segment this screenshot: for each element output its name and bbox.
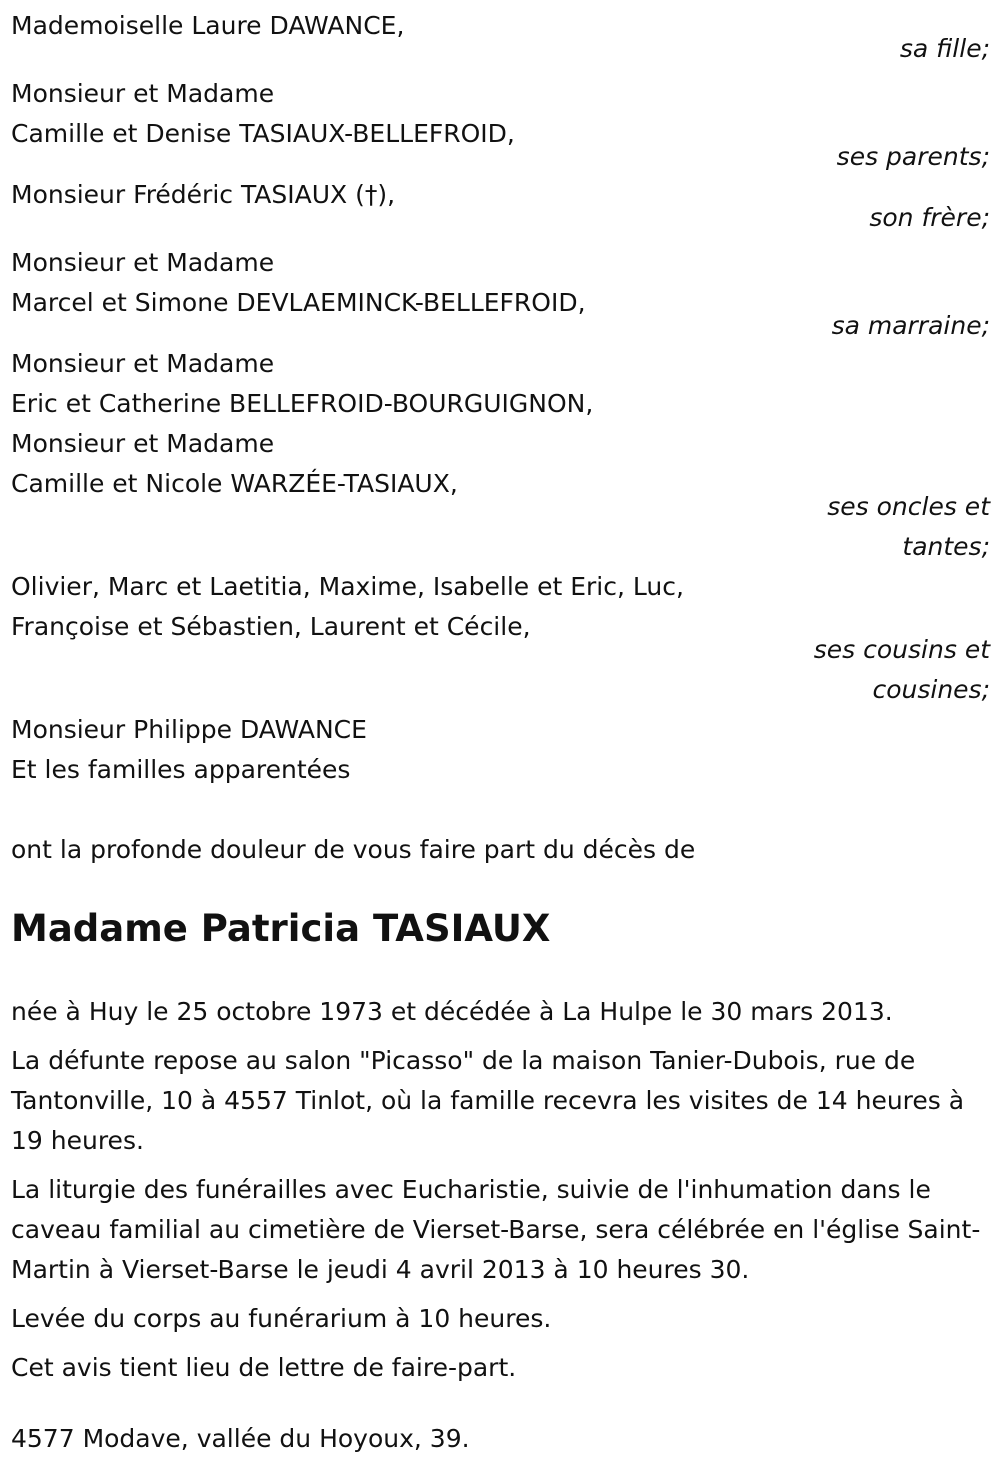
family-member-line: Camille et Denise TASIAUX-BELLEFROID, [11,119,515,148]
detail-paragraph: Cet avis tient lieu de lettre de faire-part. [11,1353,517,1382]
family-member-line: Olivier, Marc et Laetitia, Maxime, Isabelle et Eric, Luc, [11,572,684,601]
deceased-name: Madame Patricia TASIAUX [11,907,551,950]
obituary-notice [11,6,990,1459]
detail-paragraph: La liturgie des funérailles avec Eucharistie, suivie de l'inhumation dans le caveau familial au cimetière de Vierset-Barse, sera célébrée en l'église Saint-Martin à Vierset-Barse le jeudi 4 avril 2013 à 10 heures 30. [11,1175,981,1284]
family-member-line: Mademoiselle Laure DAWANCE, [11,11,405,40]
family-member-line: Monsieur Frédéric TASIAUX (†), [11,180,396,209]
relation-label: ses oncles et [827,492,990,521]
announcement-text: ont la profonde douleur de vous faire part du décès de [11,835,696,864]
other-relatives [11,710,990,790]
relation-label: tantes; [902,532,990,561]
relation-label: cousines; [872,675,990,704]
address-text: 4577 Modave, vallée du Hoyoux, 39. [11,1424,470,1453]
family-member-line: Et les familles apparentées [11,755,351,784]
relation-label: sa fille; [899,34,990,63]
relation-label: ses cousins et [813,635,990,664]
family-member-line: Camille et Nicole WARZÉE-TASIAUX, [11,469,458,498]
detail-paragraph: Levée du corps au funérarium à 10 heures. [11,1304,552,1333]
detail-paragraph: La défunte repose au salon "Picasso" de la maison Tanier-Dubois, rue de Tantonville, 10 à 4557 Tinlot, où la famille recevra les visites de 14 heures à 19 heures. [11,1046,965,1155]
family-member-line: Eric et Catherine BELLEFROID-BOURGUIGNON, [11,389,594,418]
relation-label: son frère; [869,203,990,232]
family-group [11,175,990,238]
family-member-line: Monsieur et Madame [11,248,275,277]
family-member-line: Françoise et Sébastien, Laurent et Cécile, [11,612,531,641]
relation-label: sa marraine; [831,311,990,340]
family-group [11,243,990,346]
family-member-line: Monsieur et Madame [11,349,275,378]
family-member-line: Monsieur et Madame [11,79,275,108]
family-group [11,567,990,710]
family-member-line: Marcel et Simone DEVLAEMINCK-BELLEFROID, [11,288,586,317]
relation-label: ses parents; [836,142,990,171]
family-member-line: Monsieur Philippe DAWANCE [11,715,367,744]
family-group [11,74,990,177]
family-group [11,344,990,567]
family-member-line: Monsieur et Madame [11,429,275,458]
family-group [11,6,990,69]
details [11,992,990,1388]
detail-paragraph: née à Huy le 25 octobre 1973 et décédée à La Hulpe le 30 mars 2013. [11,997,893,1026]
